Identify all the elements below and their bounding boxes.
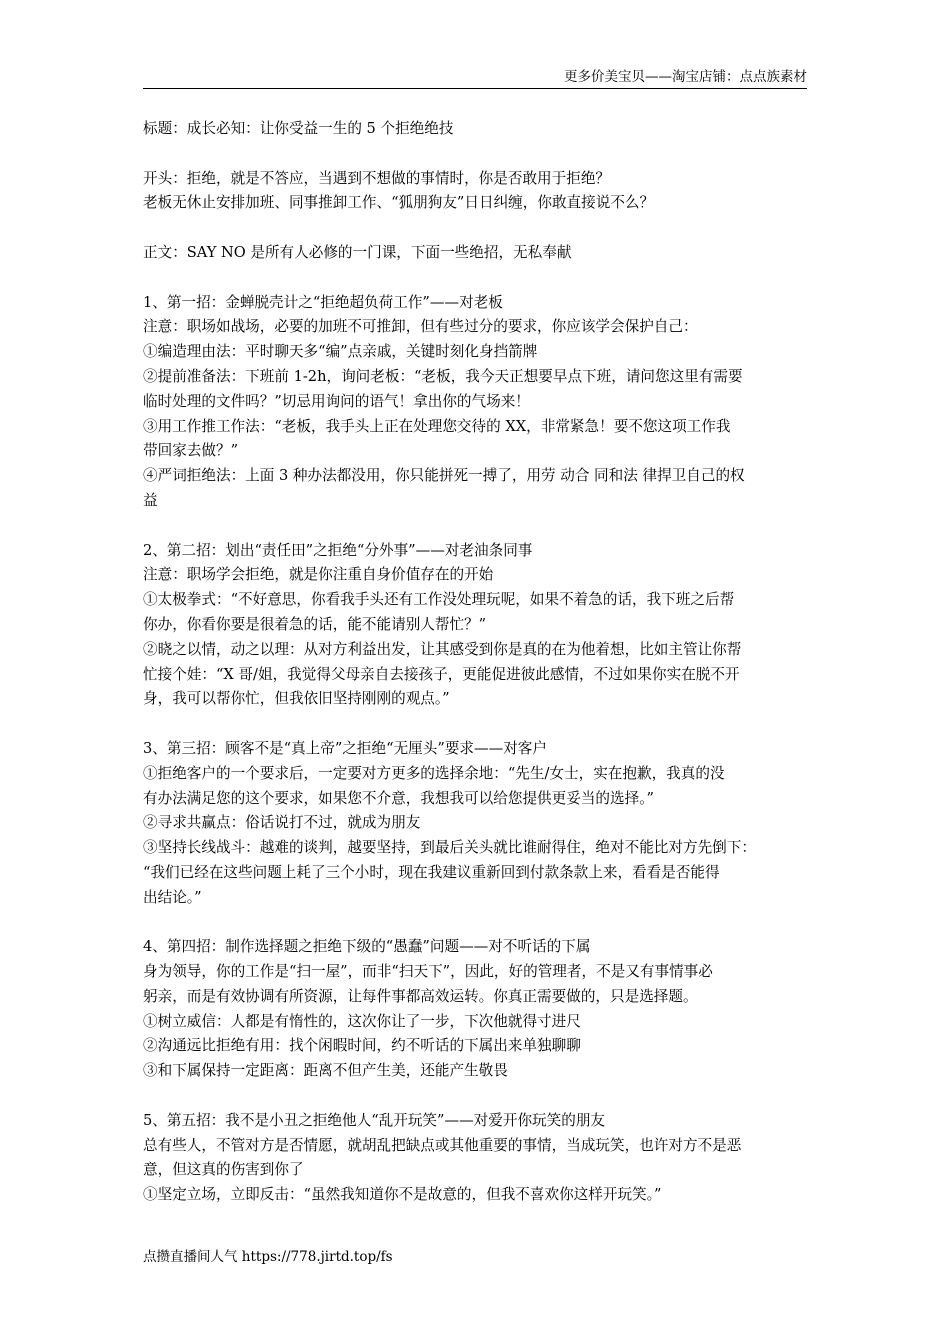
body-line: ③和下属保持一定距离：距离不但产生美，还能产生敬畏 [143,1062,508,1080]
body-line: 1、第一招：金蝉脱壳计之“拒绝超负荷工作”——对老板 [143,293,503,311]
blank-line [143,142,813,167]
body-line: 老板无休止安排加班、同事推卸工作、“狐朋狗友”日日纠缠，你敢直接说不么？ [143,194,655,212]
body-line: 总有些人，不管对方是否情愿，就胡乱把缺点或其他重要的事情，当成玩笑，也许对方不是恶 [143,1136,742,1154]
body-line: 意，但这真的伤害到你了 [143,1161,304,1179]
body-line: 5、第五招：我不是小丑之拒绝他人“乱开玩笑”——对爱开你玩笑的朋友 [143,1111,606,1129]
header-divider [143,88,807,89]
body-line: “我们已经在这些问题上耗了三个小时，现在我建议重新回到付款条款上来，看看是否能得 [143,863,720,881]
page-header [143,68,807,86]
body-line: ①树立威信：人都是有惰性的，这次你让了一步，下次他就得寸进尺 [143,1012,581,1030]
body-line: 开头：拒绝，就是不答应，当遇到不想做的事情时，你是否敢用于拒绝？ [143,169,611,187]
body-line: ①编造理由法：平时聊天多“编”点亲戚，关键时刻化身挡箭牌 [143,343,538,361]
body-line: ④严词拒绝法：上面 3 种办法都没用，你只能拼死一搏了，用劳 动合 同和法 律捍卫自己的权 [143,467,745,485]
body-line: 有办法满足您的这个要求，如果您不介意，我想我可以给您提供更妥当的选择。” [143,789,654,807]
body-line: 忙接个娃：“X 哥/姐，我觉得父母亲自去接孩子，更能促进彼此感情，不过如果你实在脱不开 [143,665,740,683]
body-line: 正文：SAY NO 是所有人必修的一门课，下面一些绝招，无私奉献 [143,243,572,261]
body-line: ③坚持长线战斗：越难的谈判，越要坚持，到最后关头就比谁耐得住，绝对不能比对方先倒下： [143,839,756,857]
body-line: 2、第二招：划出“责任田”之拒绝“分外事”——对老油条同事 [143,541,533,559]
body-line: 临时处理的文件吗？”切忌用询问的语气！拿出你的气场来！ [143,392,530,410]
body-line: 躬亲，而是有效协调有所资源，让每件事都高效运转。你真正需要做的，只是选择题。 [143,987,698,1005]
blank-line [143,266,813,291]
header-text: 更多价美宝贝——淘宝店铺：点点族素材 [564,69,807,85]
body-line: 3、第三招：顾客不是“真上帝”之拒绝“无厘头”要求——对客户 [143,739,547,757]
body-line: 身为领导，你的工作是“扫一屋”，而非“扫天下”，因此，好的管理者，不是又有事情事必 [143,963,713,981]
footer-text: 点攒直播间人气 https://778.jirtd.top/fs [143,1249,393,1265]
body-line: 4、第四招：制作选择题之拒绝下级的“愚蠢”问题——对不听话的下属 [143,938,591,956]
body-line: ③用工作推工作法：“老板，我手头上正在处理您交待的 XX，非常紧急！要不您这项工作我 [143,417,731,435]
body-line: ①坚定立场，立即反击：“虽然我知道你不是故意的，但我不喜欢你这样开玩笑。” [143,1186,662,1204]
body-line: 注意：职场学会拒绝，就是你注重自身价值存在的开始 [143,566,494,584]
body-line: ①太极拳式：“不好意思，你看我手头还有工作没处理玩呢，如果不着急的话，我下班之后帮 [143,591,735,609]
body-line: ①拒绝客户的一个要求后，一定要对方更多的选择余地：“先生/女士，实在抱歉，我真的没 [143,764,725,782]
blank-line [143,216,813,241]
blank-line [143,514,813,539]
body-line: ②沟通远比拒绝有用：找个闲暇时间，约不听话的下属出来单独聊聊 [143,1037,581,1055]
page-footer [143,1248,393,1266]
blank-line [143,911,813,936]
body-line: 带回家去做？” [143,442,239,460]
body-line: 出结论。” [143,888,202,906]
body-line: ②提前准备法：下班前 1-2h，询问老板：“老板，我今天正想要早点下班，请问您这里有需要 [143,367,743,385]
body-line: 你办，你看你要是很着急的话，能不能请别人帮忙？” [143,615,487,633]
body-line: ②晓之以情，动之以理：从对方利益出发，让其感受到你是真的在为他着想，比如主管让你帮 [143,640,742,658]
body-line: 标题：成长必知：让你受益一生的 5 个拒绝绝技 [143,120,454,137]
blank-line [143,1084,813,1109]
body-line: 注意：职场如战场，必要的加班不可推卸，但有些过分的要求，你应该学会保护自己： [143,318,698,336]
blank-line [143,712,813,737]
body-line: 益 [143,491,158,509]
document-body [143,117,813,1208]
body-line: 身，我可以帮你忙，但我依旧坚持刚刚的观点。” [143,690,450,708]
body-line: ②寻求共赢点：俗话说打不过，就成为朋友 [143,814,421,832]
